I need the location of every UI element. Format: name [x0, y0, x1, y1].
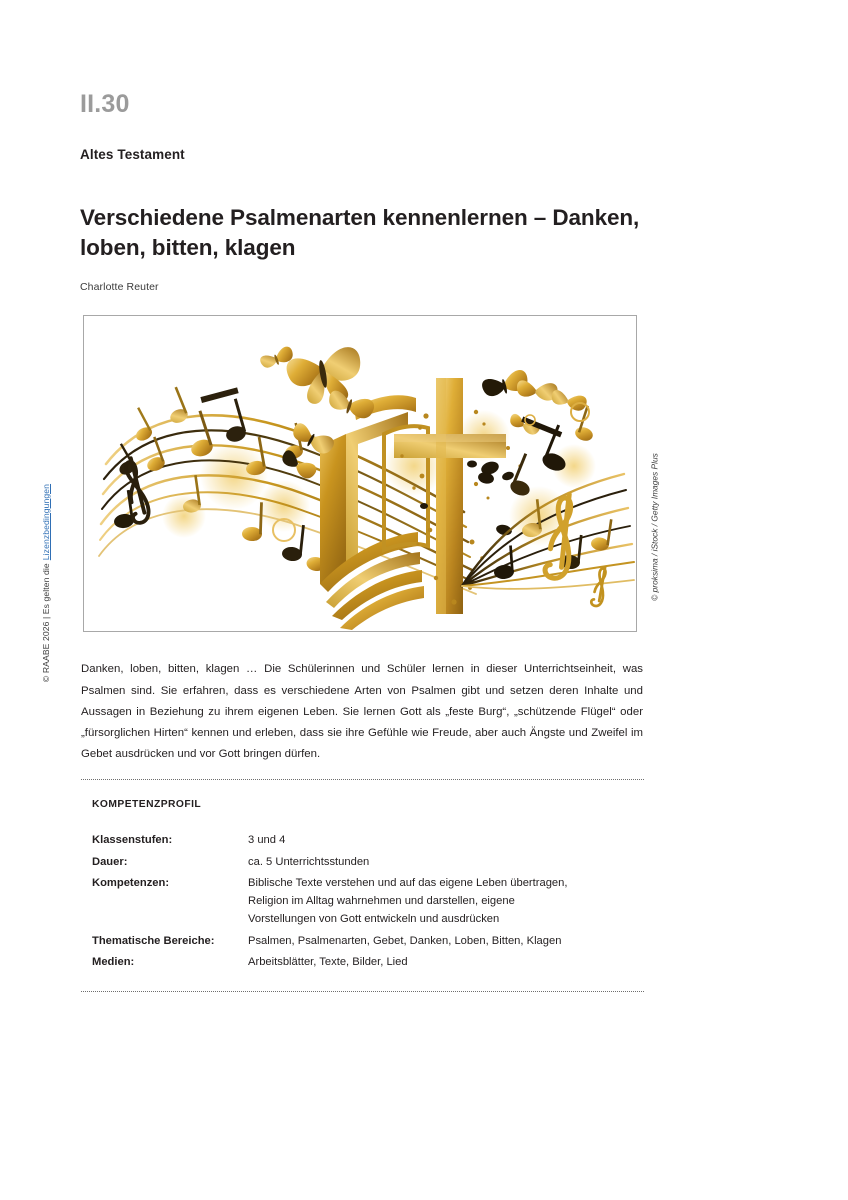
- author-name: Charlotte Reuter: [80, 281, 159, 293]
- figure-credit-text: © proksima / iStock / Getty Images Plus: [649, 453, 660, 601]
- row-label: Dauer:: [92, 855, 128, 868]
- row-value-line: Arbeitsblätter, Texte, Bilder, Lied: [248, 956, 408, 969]
- competence-profile-table: [92, 831, 652, 975]
- row-value-line: Religion im Alltag wahrnehmen und darstellen, eigene: [248, 895, 515, 908]
- separator-bottom: [81, 991, 644, 992]
- row-value: [248, 874, 652, 932]
- row-label: Thematische Bereiche:: [92, 934, 215, 947]
- row-label: Klassenstufen:: [92, 834, 173, 846]
- table-row: [92, 831, 652, 853]
- section-label: Altes Testament: [80, 147, 185, 162]
- chapter-number: II.30: [80, 90, 130, 118]
- table-row: [92, 853, 652, 875]
- competence-profile-heading: KOMPETENZPROFIL: [92, 799, 202, 810]
- license-sidebar: [28, 0, 54, 1200]
- abstract-paragraph: Danken, loben, bitten, klagen … Die Schülerinnen und Schüler lernen in dieser Unterrichtseinheit, was Psalmen sind. Sie erfahren, dass es verschiedene Arten von Psalmen gibt und setzen deren Inhalte und Aussagen in Beziehung zu ihrem eigenen Leben. Sie lernen Gott als „feste Burg“, „schützende Flügel“ oder „fürsorglichen Hirten“ kennen und erleben, dass sie ihre Gefühle wie Freude, aber auch Ängste und Zweifel im Gebet ausdrücken und vor Gott bringen dürfen.: [81, 663, 643, 761]
- row-value: [248, 831, 652, 853]
- table-row: [92, 953, 652, 975]
- table-row: [92, 874, 652, 932]
- license-sidebar-text: [33, 303, 59, 863]
- row-value-line: ca. 5 Unterrichtsstunden: [248, 855, 370, 868]
- copyright-text: © RAABE 2026 | Es gelten die: [41, 563, 51, 683]
- row-label: Medien:: [92, 956, 135, 969]
- page-title: Verschiedene Psalmenarten kennenlernen – Danken, loben, bitten, klagen: [80, 205, 640, 260]
- table-row: [92, 932, 652, 954]
- illustration-frame: [83, 315, 637, 632]
- row-label: Kompetenzen:: [92, 877, 170, 890]
- row-value-line: Vorstellungen von Gott entwickeln und ausdrücken: [248, 913, 500, 926]
- license-link[interactable]: Lizenzbedingungen: [41, 483, 51, 561]
- row-value: [248, 932, 652, 954]
- row-value-line: Psalmen, Psalmenarten, Gebet, Danken, Loben, Bitten, Klagen: [248, 934, 562, 947]
- psalm-music-illustration: [84, 316, 636, 631]
- row-value: [248, 853, 652, 875]
- figure-credit: [645, 420, 663, 635]
- row-value-line: Biblische Texte verstehen und auf das eigene Leben übertragen,: [248, 877, 568, 890]
- separator-top: [81, 779, 644, 780]
- row-value-line: 3 und 4: [248, 834, 286, 846]
- row-value: [248, 953, 652, 975]
